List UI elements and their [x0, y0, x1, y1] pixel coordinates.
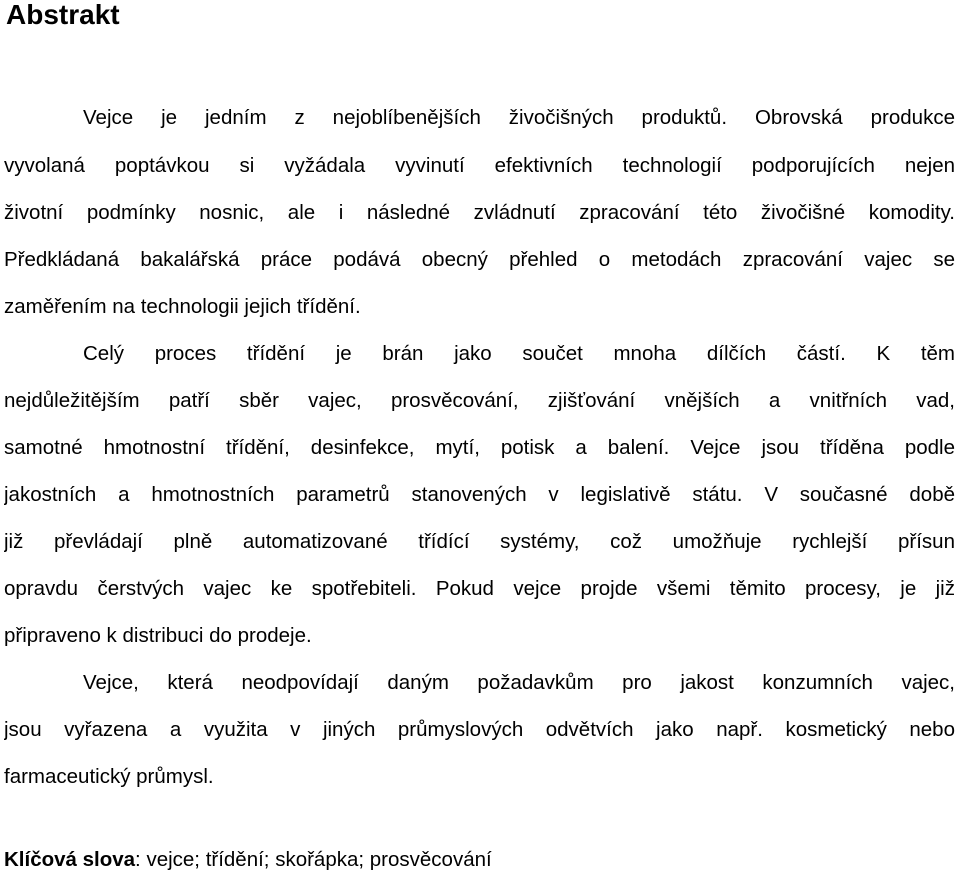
text-line: nejdůležitějším patří sběr vajec, prosvěcování, zjišťování vnějších a vnitřních vad,: [4, 389, 955, 412]
abstract-heading: Abstrakt: [6, 0, 120, 30]
text-line: opravdu čerstvých vajec ke spotřebiteli. Pokud vejce projde všemi těmito procesy, je již: [4, 577, 955, 600]
keywords-label: Klíčová slova: [4, 848, 136, 871]
text-line: vyvolaná poptávkou si vyžádala vyvinutí efektivních technologií podporujících nejen: [4, 154, 955, 177]
text-line: zaměřením na technologii jejich třídění.: [4, 295, 361, 318]
text-line: Vejce je jedním z nejoblíbenějších živočišných produktů. Obrovská produkce: [83, 106, 955, 129]
keywords-value: vejce; třídění; skořápka; prosvěcování: [140, 848, 492, 871]
text-line: jakostních a hmotnostních parametrů stanovených v legislativě státu. V současné době: [4, 483, 955, 506]
text-line: Vejce, která neodpovídají daným požadavkům pro jakost konzumních vajec,: [83, 671, 955, 694]
text-line: samotné hmotnostní třídění, desinfekce, mytí, potisk a balení. Vejce jsou tříděna podle: [4, 436, 955, 459]
text-line: Předkládaná bakalářská práce podává obecný přehled o metodách zpracování vajec se: [4, 248, 955, 271]
text-line: již převládají plně automatizované třídící systémy, což umožňuje rychlejší přísun: [4, 530, 955, 553]
text-line: jsou vyřazena a využita v jiných průmyslových odvětvích jako např. kosmetický nebo: [4, 718, 955, 741]
text-line: připraveno k distribuci do prodeje.: [4, 624, 312, 647]
text-line: Celý proces třídění je brán jako součet mnoha dílčích částí. K těm: [83, 342, 955, 365]
keywords-separator: :: [135, 848, 141, 871]
text-line: farmaceutický průmysl.: [4, 765, 214, 788]
text-line: životní podmínky nosnic, ale i následné zvládnutí zpracování této živočišné komodity.: [4, 201, 955, 224]
keywords-line: [4, 845, 492, 875]
